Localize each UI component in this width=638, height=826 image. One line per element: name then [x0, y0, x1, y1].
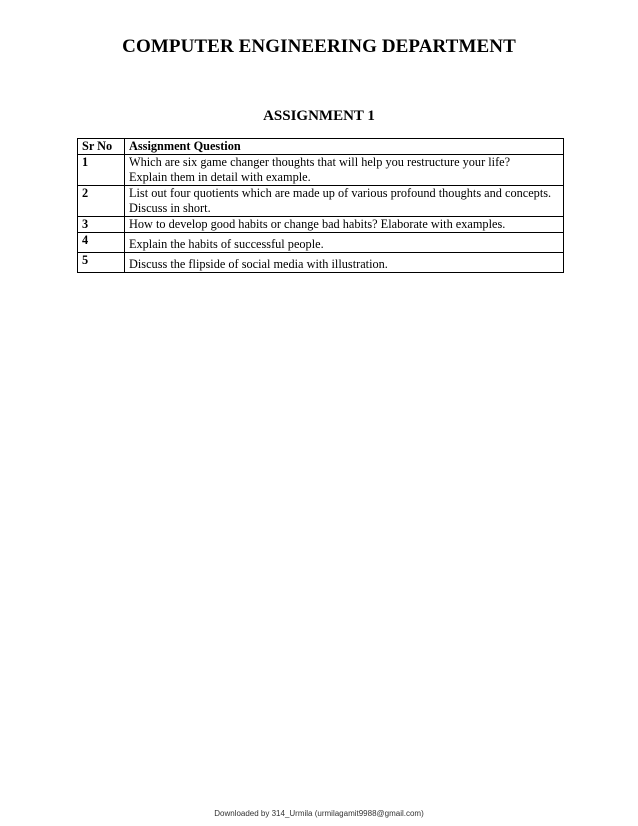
row-number: 3 — [78, 217, 125, 233]
download-footer-note: Downloaded by 314_Urmila (urmilagamit9988@gmail.com) — [214, 809, 424, 818]
question-line: How to develop good habits or change bad habits? Elaborate with examples. — [129, 217, 506, 231]
row-number: 2 — [78, 186, 125, 217]
table-row — [78, 217, 564, 233]
table-row — [78, 155, 564, 186]
question-line: Explain the habits of successful people. — [129, 237, 324, 251]
row-number: 1 — [78, 155, 125, 186]
table-header-row — [78, 139, 564, 155]
table-row — [78, 186, 564, 217]
question-line: Discuss in short. — [129, 201, 211, 215]
question-cell — [125, 155, 564, 186]
table-row — [78, 253, 564, 273]
question-line: Explain them in detail with example. — [129, 170, 311, 184]
page-title: COMPUTER ENGINEERING DEPARTMENT — [122, 36, 516, 57]
question-cell — [125, 186, 564, 217]
question-cell — [125, 233, 564, 253]
column-header-sr-no: Sr No — [78, 139, 125, 155]
table-row — [78, 233, 564, 253]
question-line: List out four quotients which are made up of various profound thoughts and concepts. — [129, 186, 552, 200]
assignment-title: ASSIGNMENT 1 — [263, 108, 375, 124]
question-line: Discuss the flipside of social media with illustration. — [129, 257, 388, 271]
question-cell — [125, 253, 564, 273]
question-line: Which are six game changer thoughts that will help you restructure your life? — [129, 155, 511, 169]
assignment-table — [77, 138, 564, 273]
row-number: 5 — [78, 253, 125, 273]
question-cell — [125, 217, 564, 233]
row-number: 4 — [78, 233, 125, 253]
column-header-question: Assignment Question — [125, 139, 564, 155]
